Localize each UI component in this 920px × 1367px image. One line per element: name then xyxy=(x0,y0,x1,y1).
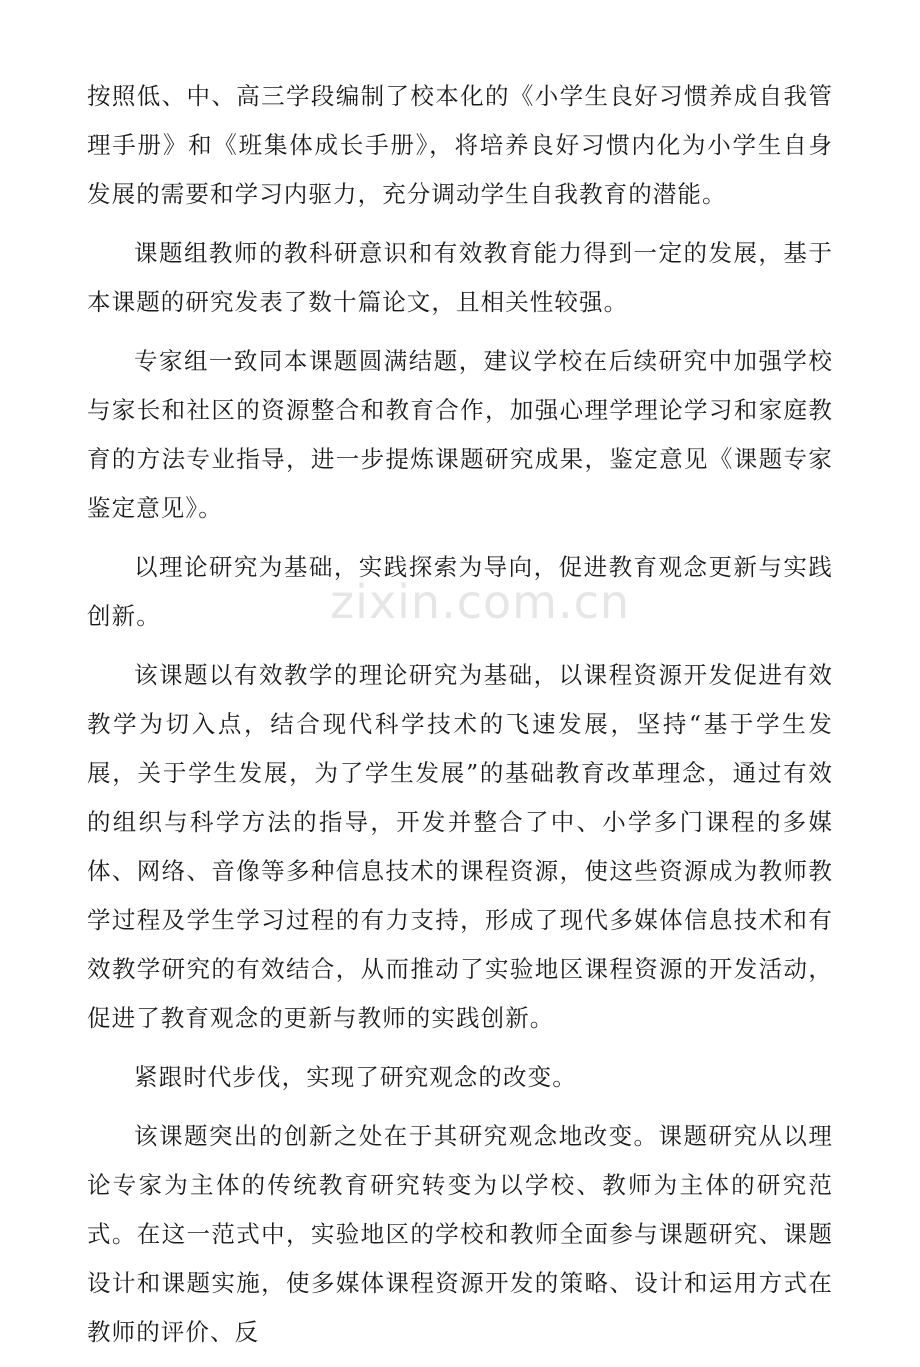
paragraph: 该课题突出的创新之处在于其研究观念地改变。课题研究从以理论专家为主体的传统教育研究转变为以学校、教师为主体的研究范式。在这一范式中，实验地区的学校和教师全面参与课题研究、课题设计和课题实施，使多媒体课程资源开发的策略、设计和运用方式在教师的评价、反 xyxy=(87,1122,833,1346)
watermark: zixin.com.cn xyxy=(330,575,631,629)
paragraph: 该课题以有效教学的理论研究为基础，以课程资源开发促进有效教学为切入点，结合现代科学技术的飞速发展，坚持“基于学生发展，关于学生发展，为了学生发展”的基础教育改革理念，通过有效的组织与科学方法的指导，开发并整合了中、小学多门课程的多媒体、网络、音像等多种信息技术的课程资源，使这些资源成为教师教学过程及学生学习过程的有力支持，形成了现代多媒体信息技术和有效教学研究的有效结合，从而推动了实验地区课程资源的开发活动，促进了教育观念的更新与教师的实践创新。 xyxy=(87,661,833,1032)
paragraph-continued: 按照低、中、高三学段编制了校本化的《小学生良好习惯养成自我管理手册》和《班集体成长手册》，将培养良好习惯内化为小学生自身发展的需要和学习内驱力，充分调动学生自我教育的潜能。 xyxy=(87,82,833,208)
paragraph: 课题组教师的教科研意识和有效教育能力得到一定的发展，基于本课题的研究发表了数十篇论文，且相关性较强。 xyxy=(87,239,833,316)
paragraph-heading: 以理论研究为基础，实践探索为导向，促进教育观念更新与实践创新。 xyxy=(87,553,833,630)
paragraph: 专家组一致同本课题圆满结题，建议学校在后续研究中加强学校与家长和社区的资源整合和教育合作，加强心理学理论学习和家庭教育的方法专业指导，进一步提炼课题研究成果，鉴定意见《课题专家鉴定意见》。 xyxy=(87,347,833,522)
document-body xyxy=(87,72,833,1367)
paragraph-heading: 紧跟时代步伐，实现了研究观念的改变。 xyxy=(134,1063,577,1091)
